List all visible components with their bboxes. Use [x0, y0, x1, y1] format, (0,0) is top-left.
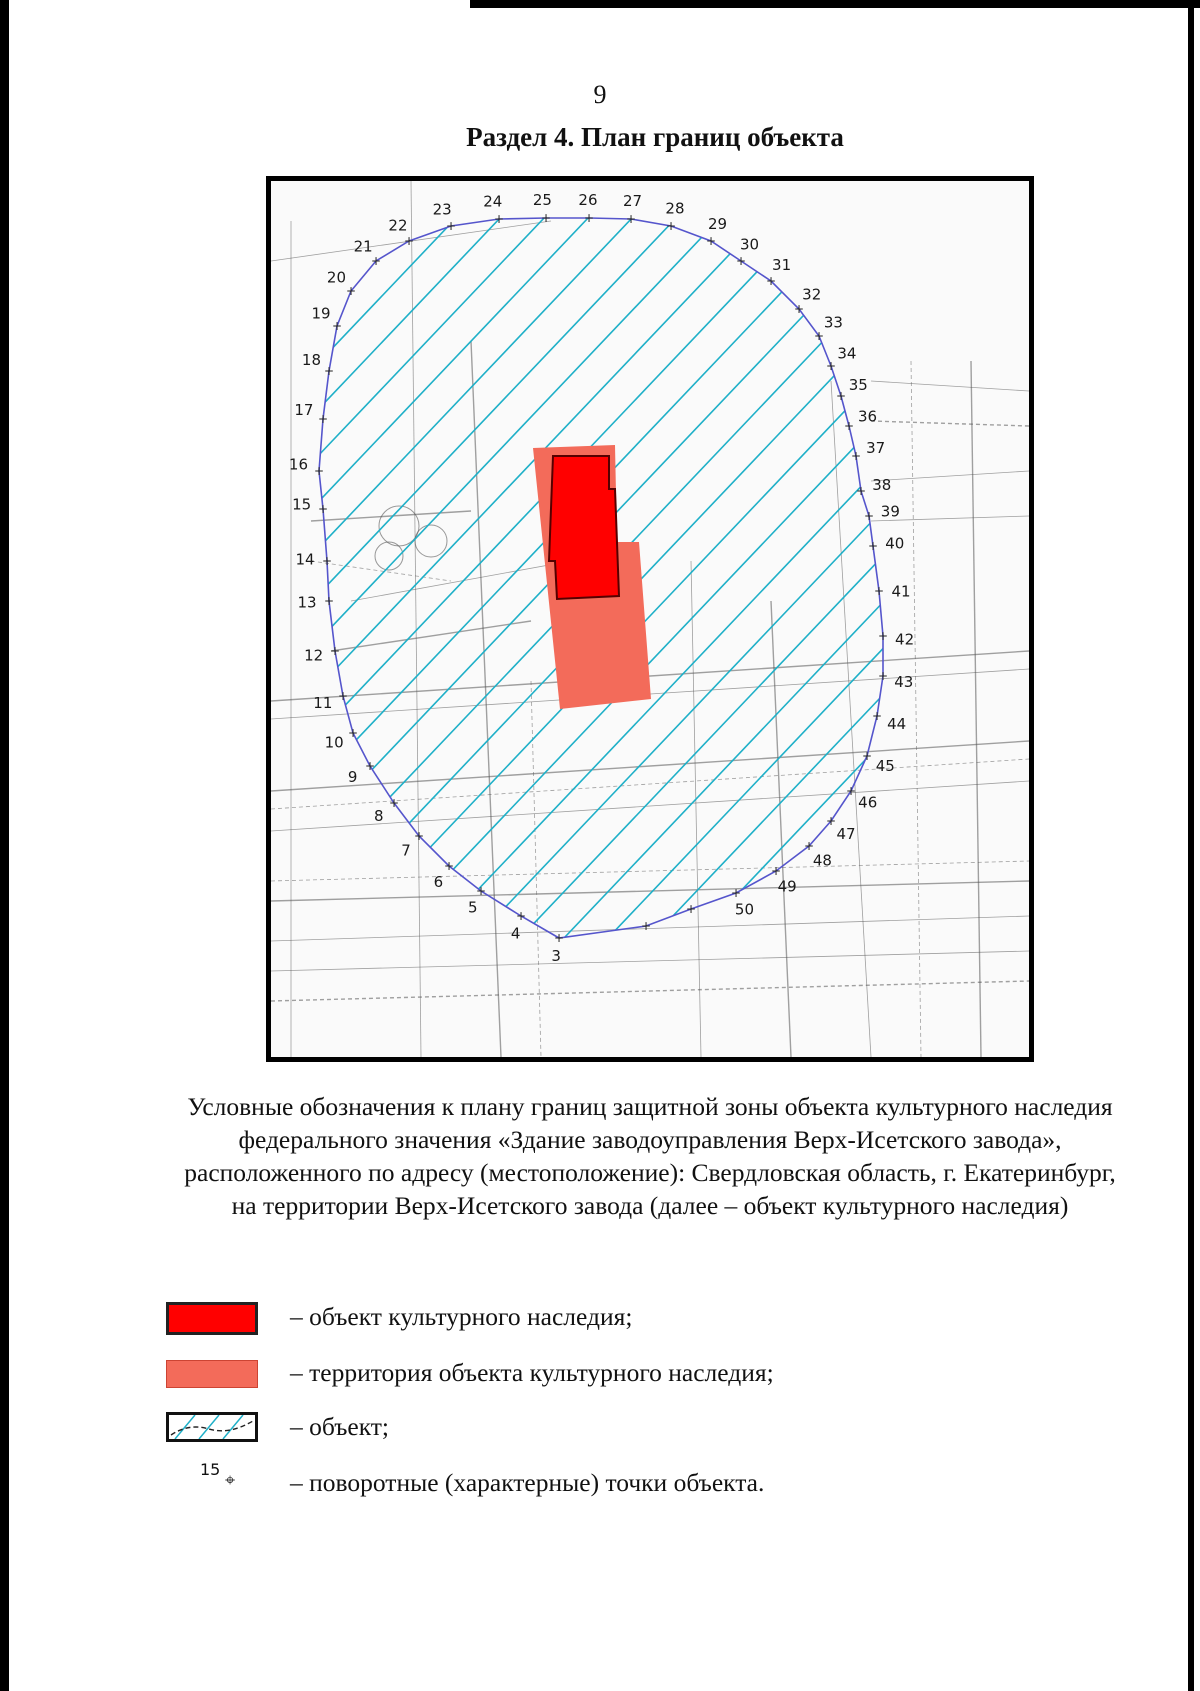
- point-symbol: [200, 1460, 236, 1491]
- legend-text-zone: – объект;: [290, 1412, 389, 1441]
- boundary-point-marker: +: [665, 219, 677, 233]
- boundary-point-label: 17: [294, 401, 314, 420]
- basemap-line: [691, 561, 701, 1057]
- boundary-point-label: 20: [326, 268, 347, 287]
- boundary-point-marker: +: [337, 689, 349, 703]
- boundary-point-label: 24: [483, 192, 503, 211]
- boundary-point-marker: +: [553, 931, 565, 945]
- boundary-point-marker: +: [625, 212, 637, 226]
- boundary-point-marker: +: [583, 211, 595, 225]
- boundary-point-marker: +: [329, 644, 341, 658]
- basemap-line: [531, 681, 541, 1057]
- boundary-point-marker: +: [843, 419, 855, 433]
- basemap-line: [271, 951, 1029, 971]
- boundary-point-label: 19: [311, 304, 331, 323]
- boundary-point-marker: +: [735, 254, 747, 268]
- boundary-point-label: 35: [848, 375, 868, 394]
- boundary-point-marker: +: [364, 759, 376, 773]
- boundary-point-marker: +: [640, 919, 652, 933]
- boundary-point-marker: +: [493, 212, 505, 226]
- basemap-line: [271, 981, 1029, 1001]
- boundary-point-label: 27: [622, 192, 643, 211]
- basemap-line: [271, 741, 1029, 791]
- boundary-point-marker: +: [813, 329, 825, 343]
- hatch-line: [275, 181, 1029, 1057]
- boundary-point-label: 26: [578, 191, 598, 210]
- boundary-point-label: 23: [432, 200, 452, 219]
- scan-edge-top: [470, 0, 1200, 8]
- boundary-point-label: 10: [324, 733, 344, 752]
- basemap-line: [331, 621, 531, 651]
- boundary-point-marker: +: [345, 284, 357, 298]
- boundary-point-marker: +: [877, 629, 889, 643]
- boundary-point-marker: +: [317, 412, 329, 426]
- boundary-point-marker: +: [321, 554, 333, 568]
- boundary-point-label: 15: [292, 495, 312, 514]
- boundary-point-marker: +: [765, 274, 777, 288]
- boundary-point-marker: +: [313, 464, 325, 478]
- boundary-plan-map: [266, 176, 1034, 1062]
- boundary-point-marker: +: [873, 584, 885, 598]
- boundary-point-marker: +: [403, 234, 415, 248]
- boundary-point-marker: +: [323, 364, 335, 378]
- boundary-point-label: 7: [401, 841, 411, 860]
- boundary-point-marker: +: [370, 254, 382, 268]
- boundary-point-label: 8: [374, 807, 384, 826]
- hatch-line: [271, 181, 799, 1057]
- basemap-line: [411, 181, 421, 1057]
- boundary-point-label: 40: [885, 534, 905, 553]
- boundary-point-label: 38: [872, 476, 892, 495]
- boundary-point-label: 32: [802, 285, 822, 304]
- boundary-point-label: 44: [887, 715, 907, 734]
- boundary-point-marker: +: [835, 389, 847, 403]
- boundary-point-label: 46: [858, 793, 878, 812]
- boundary-point-label: 12: [304, 646, 324, 665]
- object-swatch: [166, 1302, 258, 1335]
- boundary-point-label: 25: [532, 191, 552, 210]
- boundary-point-marker: +: [730, 886, 742, 900]
- boundary-point-marker: +: [871, 709, 883, 723]
- boundary-point-label: 39: [880, 502, 900, 521]
- boundary-point-label: 14: [295, 550, 315, 569]
- boundary-point-marker: +: [331, 319, 343, 333]
- hatch-line: [847, 181, 1029, 1057]
- scan-edge-right: [1188, 0, 1194, 1691]
- territory-swatch: [166, 1360, 258, 1388]
- boundary-point-label: 3: [551, 946, 561, 965]
- basemap-line: [271, 861, 1029, 881]
- boundary-point-label: 28: [665, 199, 685, 218]
- boundary-point-label: 30: [740, 235, 760, 254]
- section-title: Раздел 4. План границ объекта: [466, 122, 844, 152]
- boundary-point-label: 49: [777, 877, 797, 896]
- legend-caption: Условные обозначения к плану границ защитной зоны объекта культурного наследия федерального значения «Здание заводоуправления Верх-Исетского завода», расположенного по адресу (местоположение): Свердловская область, г. Екатеринбург, на территории Верх-Исетского завода (далее – объект культурного наследия): [184, 1092, 1116, 1220]
- boundary-point-marker: +: [825, 359, 837, 373]
- boundary-point-marker: +: [863, 509, 875, 523]
- boundary-point-label: 6: [433, 872, 444, 891]
- boundary-point-label: 18: [301, 351, 322, 370]
- boundary-point-marker: +: [445, 219, 457, 233]
- basemap-line: [871, 381, 1029, 391]
- basemap-line: [911, 361, 921, 1057]
- boundary-point-label: 21: [353, 237, 373, 256]
- boundary-point-marker: +: [317, 502, 329, 516]
- boundary-point-label: 50: [734, 900, 755, 919]
- boundary-point-label: 43: [894, 672, 914, 691]
- page-number: 9: [593, 80, 607, 109]
- map-canvas: [271, 181, 1029, 1057]
- basemap-line: [871, 421, 1029, 426]
- basemap-tank: [415, 525, 447, 557]
- boundary-point-marker: +: [443, 859, 455, 873]
- legend-text-points: – поворотные (характерные) точки объекта.: [290, 1468, 765, 1497]
- basemap-line: [271, 881, 1029, 901]
- legend-text-object: – объект культурного наследия;: [290, 1302, 633, 1331]
- boundary-point-marker: +: [825, 814, 837, 828]
- legend-text-territory: – территория объекта культурного наследия;: [290, 1358, 774, 1387]
- boundary-point-label: 31: [772, 256, 792, 275]
- boundary-point-label: 9: [347, 768, 358, 787]
- boundary-point-marker: +: [685, 902, 697, 916]
- boundary-point-label: 34: [837, 344, 857, 363]
- hatch-line: [627, 181, 1029, 1057]
- boundary-point-label: 4: [510, 924, 521, 943]
- hatch-line: [891, 181, 1029, 1057]
- boundary-point-marker: +: [877, 669, 889, 683]
- boundary-point-label: 22: [388, 216, 408, 235]
- boundary-point-label: 33: [823, 313, 843, 332]
- hatch-line: [979, 181, 1029, 1057]
- boundary-point-label: 42: [895, 630, 915, 649]
- hatch-line: [1023, 181, 1029, 1057]
- boundary-point-marker: +: [388, 796, 400, 810]
- crosshair-icon: ⌖: [225, 1470, 236, 1491]
- boundary-point-label: 29: [707, 214, 728, 233]
- basemap-line: [471, 341, 501, 1057]
- point-sample-label: 15: [200, 1460, 221, 1479]
- heritage-object-polygon: [549, 456, 619, 599]
- boundary-point-marker: +: [540, 211, 552, 225]
- boundary-point-marker: +: [705, 234, 717, 248]
- boundary-point-label: 5: [467, 898, 478, 917]
- hatch-line: [935, 181, 1029, 1057]
- boundary-point-marker: +: [793, 302, 805, 316]
- boundary-point-marker: +: [515, 909, 527, 923]
- basemap-line: [771, 601, 791, 1057]
- basemap-line: [871, 471, 1029, 481]
- boundary-point-label: 41: [891, 582, 911, 601]
- boundary-point-label: 37: [866, 438, 886, 457]
- boundary-point-marker: +: [861, 749, 873, 763]
- hatch-line: [363, 181, 1029, 1057]
- basemap-tank: [379, 506, 419, 546]
- hatch-line: [271, 181, 491, 1057]
- boundary-point-marker: +: [347, 726, 359, 740]
- scan-edge-left: [0, 0, 9, 1691]
- boundary-point-label: 13: [297, 593, 317, 612]
- boundary-point-marker: +: [845, 784, 857, 798]
- boundary-point-marker: +: [770, 864, 782, 878]
- boundary-point-label: 16: [288, 455, 309, 474]
- boundary-point-marker: +: [867, 539, 879, 553]
- boundary-point-label: 11: [313, 694, 333, 713]
- boundary-point-marker: +: [323, 594, 335, 608]
- hatch-line: [271, 181, 447, 1057]
- hatch-swatch: [166, 1412, 258, 1442]
- boundary-point-marker: +: [850, 449, 862, 463]
- hatch-line: [803, 181, 1029, 1057]
- boundary-point-label: 48: [812, 851, 832, 870]
- boundary-point-label: 45: [875, 757, 895, 776]
- boundary-point-marker: +: [475, 884, 487, 898]
- boundary-point-marker: +: [803, 839, 815, 853]
- basemap-line: [311, 511, 471, 521]
- boundary-point-label: 36: [858, 407, 878, 426]
- boundary-point-marker: +: [413, 829, 425, 843]
- boundary-point-label: 47: [836, 825, 856, 844]
- boundary-point-marker: +: [855, 484, 867, 498]
